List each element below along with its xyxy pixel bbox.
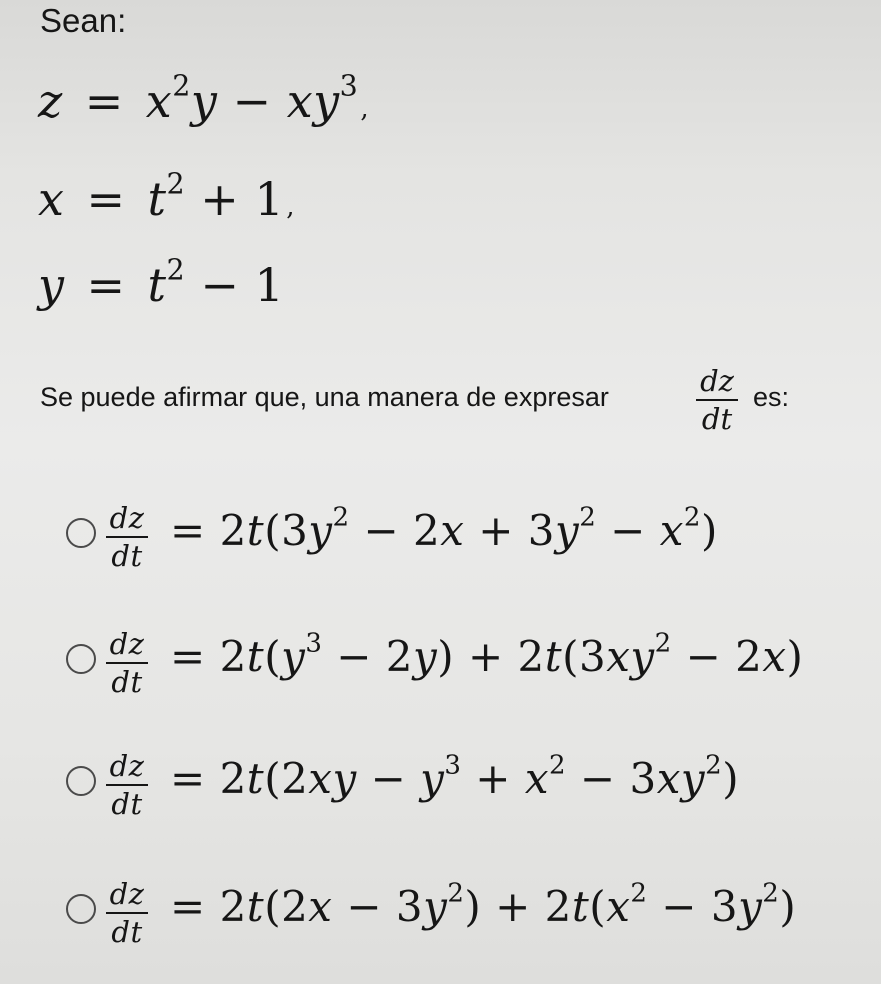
fraction-denominator: dt [111, 539, 143, 573]
equation-z-lhs: z [38, 74, 63, 128]
fraction-numerator: dz [700, 364, 734, 398]
equation-z-comma: , [360, 94, 370, 124]
option-4-radio-button[interactable] [66, 894, 96, 924]
option-4-derivative-fraction [104, 878, 150, 948]
intro-label: Sean: [40, 2, 127, 39]
question-prompt [40, 362, 860, 442]
option-4-rhs: $2t(2x - 3y^2) + 2t(x^2 - 3y^2)$ [219, 878, 797, 931]
option-2-derivative-fraction [104, 628, 150, 698]
option-1-rhs: $2t(3y^2 - 2x + 3y^2 - x^2)$ [219, 502, 718, 555]
fraction-numerator: dz [109, 877, 145, 911]
option-3-expression [170, 750, 740, 803]
answer-option-1[interactable] [60, 502, 860, 582]
answer-option-2[interactable] [60, 628, 860, 708]
option-1-expression [170, 502, 718, 555]
fraction-bar [106, 536, 148, 538]
equation-y-lhs: y [38, 258, 65, 312]
option-1-radio-button[interactable] [66, 518, 96, 548]
option-2-rhs: $2t(y^3 - 2y) + 2t(3xy^2 - 2x)$ [219, 628, 804, 681]
fraction-bar [696, 399, 738, 401]
fraction-numerator: dz [109, 749, 145, 783]
equation-z [38, 69, 370, 128]
option-2-expression [170, 628, 804, 681]
equation-z-rhs: $x^2y - xy^3$ [145, 69, 359, 128]
option-2-equals: = [170, 632, 206, 681]
fraction-bar [106, 784, 148, 786]
equation-y-equals: = [86, 258, 126, 312]
option-4-expression [170, 878, 797, 931]
answer-option-4[interactable] [60, 878, 860, 958]
fraction-bar [106, 662, 148, 664]
fraction-denominator: dt [111, 787, 143, 821]
equation-z-equals: = [84, 74, 124, 128]
option-1-equals: = [170, 506, 206, 555]
option-3-rhs: $2t(2xy - y^3 + x^2 - 3xy^2)$ [219, 750, 740, 803]
fraction-numerator: dz [109, 627, 145, 661]
question-text: Se puede afirmar que, una manera de expresar [40, 382, 609, 412]
fraction-numerator: dz [109, 501, 145, 535]
equation-x-rhs: $t^2 + 1$ [147, 167, 285, 226]
question-derivative-fraction [694, 364, 740, 436]
option-1-derivative-fraction [104, 502, 150, 572]
option-3-derivative-fraction [104, 750, 150, 820]
equation-x-equals: = [86, 172, 126, 226]
answer-option-3[interactable] [60, 750, 860, 830]
equation-x [38, 167, 295, 226]
equation-y-rhs: $t^2 - 1$ [147, 253, 285, 312]
equation-x-comma: , [286, 192, 295, 222]
option-2-radio-button[interactable] [66, 644, 96, 674]
option-3-equals: = [170, 754, 206, 803]
fraction-denominator: dt [111, 665, 143, 699]
fraction-denominator: dt [111, 915, 143, 949]
option-4-equals: = [170, 882, 206, 931]
fraction-denominator: dt [701, 402, 733, 436]
question-end: es: [753, 382, 790, 412]
option-3-radio-button[interactable] [66, 766, 96, 796]
equation-x-lhs: x [38, 172, 65, 226]
fraction-bar [106, 912, 148, 914]
equation-y [38, 253, 285, 312]
